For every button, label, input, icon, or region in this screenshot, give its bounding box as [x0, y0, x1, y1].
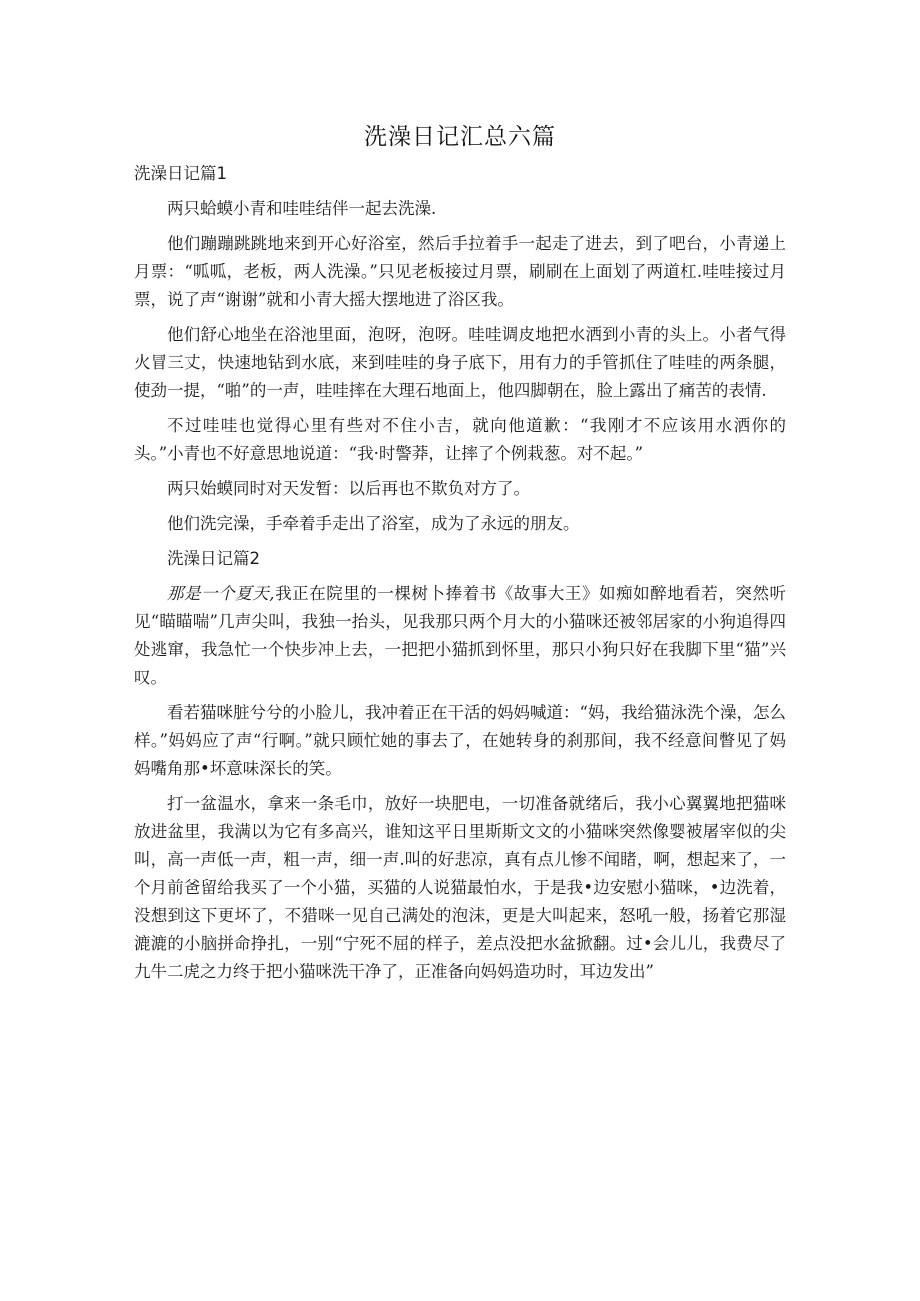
paragraph	[134, 580, 786, 692]
paragraph: 他们蹦蹦跳跳地来到开心好浴室，然后手拉着手一起走了进去，到了吧台，小青递上月票：“呱呱，老板，两人洗澡。”只见老板接过月票，刷刷在上面划了两道杠.哇哇接过月票，说了声“谢谢”就和小青大摇大摆地进了浴区我。	[134, 234, 786, 309]
document-title: 洗澡日记汇总六篇	[364, 124, 556, 150]
paragraph: 两只始蟆同时对天发暂：以后再也不欺负对方了。	[167, 479, 530, 498]
paragraph: 他们舒心地坐在浴池里面，泡呀，泡呀。哇哇调皮地把水洒到小青的头上。小者气得火冒三丈，快速地钻到水底，来到哇哇的身子底下，用有力的手管抓住了哇哇的两条腿，使劲一提，“啪”的一声，哇哇摔在大理石地面上，他四脚朝在，脸上露出了痛苦的表情.	[134, 325, 786, 400]
paragraph-lead-text: 我正在院里的一棵树卜捧着书《故事大王》如痴如醉地看若，突然听见“瞄瞄喘”几声尖叫，我独一抬头，见我那只两个月大的小猫咪还被邻居家的小狗追得四处逃窜，我急忙一个快步冲上去，一把把小猫抓到怀里，那只小狗只好在我脚下里“猫”兴叹。	[134, 584, 787, 687]
paragraph-lead-italic: 那是一个夏天,	[167, 584, 275, 603]
paragraph: 打一盆温水，拿来一条毛巾，放好一块肥电，一切准备就绪后，我小心翼翼地把猫咪放进盆里，我满以为它有多高兴，谁知这平日里斯斯文文的小猫咪突然像婴被屠宰似的尖叫，高一声低一声，粗一声，细一声.叫的好悲凉，真有点儿惨不闻睹，啊，想起来了，一个月前爸留给我买了一个小猫，买猫的人说猫最怕水，于是我•边安慰小猫咪，•边洗着，没想到这下更坏了，不猎咪一见自己满处的泡沫，更是大叫起来，怒吼一般，扬着它那湿漉漉的小脑拼命挣扎，一别“宁死不屈的样子，差点没把水盆掀翻。过•会儿儿，我费尽了九牛二虎之力终于把小猫咪洗干净了，正准备向妈妈造功时，耳边发出”	[134, 794, 786, 981]
section-heading: 洗澡日记篇2	[167, 549, 260, 568]
paragraph: 两只蛤蟆小青和哇哇结伴一起去洗澡.	[167, 199, 437, 218]
section-heading: 洗澡日记篇1	[134, 164, 227, 183]
paragraph: 不过哇哇也觉得心里有些对不住小吉，就向他道歉：“我刚才不应该用水洒你的头。”小青也不好意思地说道：“我·时警莽，让摔了个例栽葱。对不起。”	[134, 416, 786, 463]
paragraph: 他们洗完澡，手牵着手走出了浴室，成为了永远的朋友。	[167, 514, 580, 533]
document-body	[134, 160, 786, 993]
paragraph: 看若猫咪脏兮兮的小脸儿，我冲着正在干活的妈妈喊道：“妈，我给猫泳洗个澡，怎么样。”妈妈应了声“行啊。”就只顾忙她的事去了，在她转身的刹那间，我不经意间瞥见了妈妈嘴角那•坏意味深长的笑。	[134, 703, 786, 778]
